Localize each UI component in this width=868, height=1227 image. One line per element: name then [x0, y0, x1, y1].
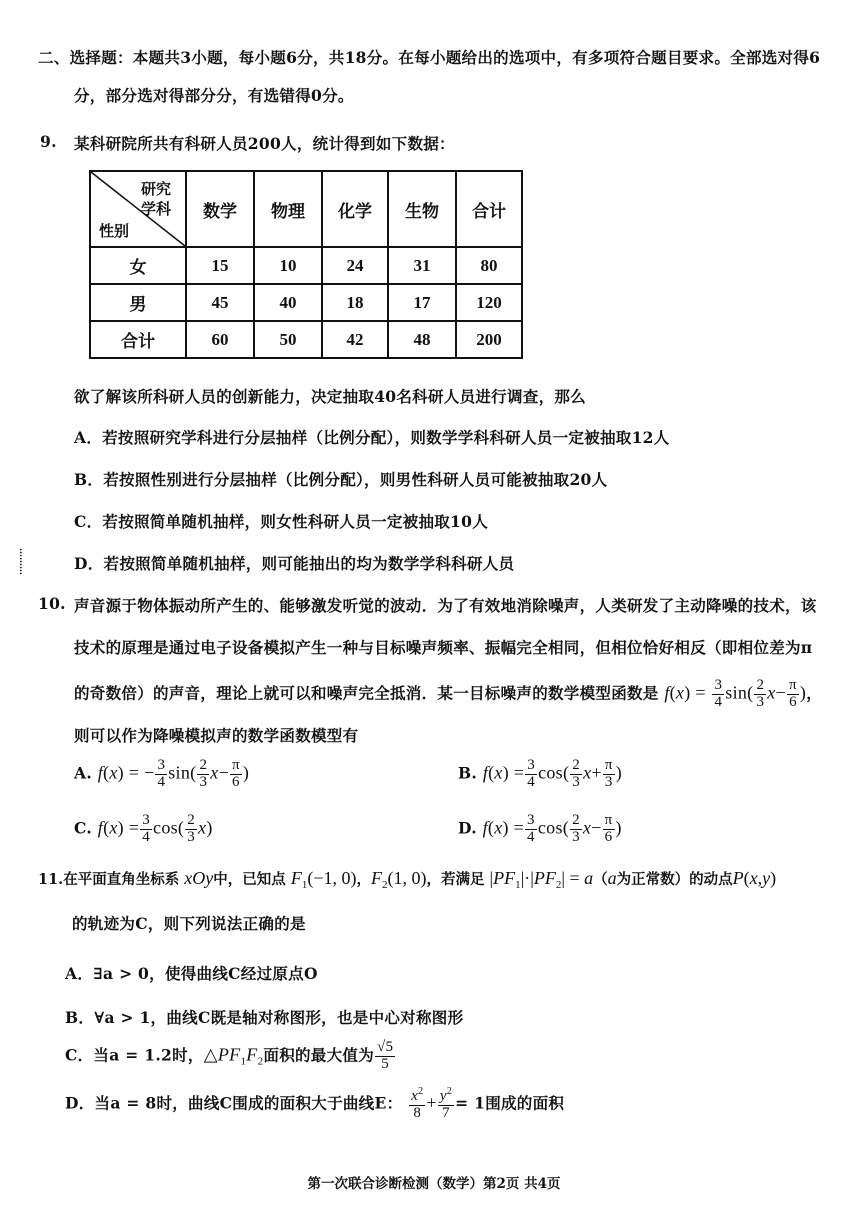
q10-option-a: A. f(x) = − $\frac{3}{4}$ sin( $\frac{2}{3}$ x− $\frac{\pi}{6}$ ): [74, 757, 250, 790]
q11-text: 在平面直角坐标系: [63, 871, 180, 888]
q9-option-b: B．若按照性别进行分层抽样（比例分配），则男性科研人员可能被抽取20人: [74, 470, 608, 489]
table-cell: 42: [322, 321, 388, 358]
fraction: $\frac{3}{4}$: [714, 677, 723, 710]
header-cell: 化学: [322, 171, 388, 247]
page-footer: 第一次联合诊断检测（数学）第2页 共4页: [307, 1176, 561, 1192]
option-label: A.: [74, 763, 93, 783]
q11-number: 11.: [38, 871, 64, 888]
row-label: 合计: [90, 321, 186, 358]
q11-option-a: A．∃a > 0，使得曲线C经过原点O: [65, 964, 318, 983]
q9-number: 9.: [40, 132, 57, 151]
table-cell: 120: [456, 284, 522, 321]
q9-option-a: A．若按照研究学科进行分层抽样（比例分配），则数学学科科研人员一定被抽取12人: [74, 428, 670, 447]
q10-option-b: B. f(x) = $\frac{3}{4}$ cos( $\frac{2}{3}$ x+ $\frac{\pi}{3}$ ): [458, 757, 623, 790]
section-heading-line1: 二、选择题：本题共3小题，每小题6分，共18分。在每小题给出的选项中，有多项符合题目要求。全部选对得6: [38, 48, 821, 67]
corner-label-bottom: 性别: [99, 222, 130, 240]
q11-line2: 的轨迹为C，则下列说法正确的是: [72, 914, 306, 933]
option-text: C．当a = 1.2时，: [65, 1045, 204, 1065]
corner-label-mid: 学科: [141, 200, 172, 218]
q11-option-d: D．当a = 8时，曲线C围成的面积大于曲线E： $\frac{x^2}{8}$ + $\frac{y^2}{7}$ = 1围成的面积: [65, 1086, 565, 1121]
option-label: C.: [74, 818, 93, 838]
table-cell: 45: [186, 284, 254, 321]
q10-line2: 技术的原理是通过电子设备模拟产生一种与目标噪声频率、振幅完全相同，但相位恰好相反（即相位差为π: [74, 638, 813, 657]
section-heading-line2: 分，部分选对得部分分，有选错得0分。: [74, 86, 354, 105]
table-cell: 200: [456, 321, 522, 358]
q11-line1: 11.在平面直角坐标系 xOy中，已知点 $F_1(-1$, 0)，$F_2(1$, 0)，若满足 $|PF_1|\cdot|PF_2| = a(a$为正常数）的动点P(x,y): [38, 868, 777, 891]
table-cell: 48: [388, 321, 456, 358]
q11-text: 中，已知点: [213, 871, 286, 888]
option-text: 面积的最大值为: [263, 1045, 375, 1065]
table-cell: 15: [186, 247, 254, 284]
header-cell: 合计: [456, 171, 522, 247]
q10-target-function: f: [664, 682, 670, 703]
table-row: [90, 247, 522, 284]
q10-number: 10.: [38, 594, 66, 613]
q10-line3: 的奇数倍）的声音，理论上就可以和噪声完全抵消．某一目标噪声的数学模型函数是 f(x) = $\frac{3}{4}$ sin( $\frac{2}{3}$ x− $\frac{\pi}{6}$ )，: [74, 677, 823, 710]
row-label: 女: [90, 247, 186, 284]
q10-option-d: D. f(x) = $\frac{3}{4}$ cos( $\frac{2}{3}$ x− $\frac{\pi}{6}$ ): [458, 812, 622, 845]
table-cell: 60: [186, 321, 254, 358]
q10-line3-text: 的奇数倍）的声音，理论上就可以和噪声完全抵消．某一目标噪声的数学模型函数是: [74, 683, 659, 703]
margin-mark: ………: [17, 548, 27, 575]
option-label: B.: [458, 763, 478, 783]
q10-line4: 则可以作为降噪模拟声的数学函数模型有: [74, 726, 359, 745]
row-label: 男: [90, 284, 186, 321]
q11-option-c: C．当a = 1.2时，$\triangle PF_1F_2$面积的最大值为 $\frac{√5}{5}$: [65, 1039, 394, 1072]
header-cell: 生物: [388, 171, 456, 247]
header-cell: 物理: [254, 171, 322, 247]
table-row: [90, 284, 522, 321]
option-text: D．当a = 8时，曲线C围成的面积大于曲线E：: [65, 1093, 403, 1113]
table-cell: 31: [388, 247, 456, 284]
q10-line1: 声音源于物体振动所产生的、能够激发听觉的波动．为了有效地消除噪声，人类研发了主动降噪的技术，该: [74, 596, 817, 615]
header-cell: 数学: [186, 171, 254, 247]
q9-data-table: [89, 170, 523, 359]
q9-question: 欲了解该所科研人员的创新能力，决定抽取40名科研人员进行调查，那么: [74, 387, 586, 406]
table-cell: 10: [254, 247, 322, 284]
table-corner-cell: [90, 171, 186, 247]
table-row: [90, 321, 522, 358]
q11-text: ，若满足: [426, 871, 485, 888]
corner-label-top: 研究: [141, 180, 172, 198]
table-cell: 50: [254, 321, 322, 358]
q11-option-b: B．∀a > 1，曲线C既是轴对称图形，也是中心对称图形: [65, 1008, 464, 1027]
table-cell: 17: [388, 284, 456, 321]
q10-option-c: C. f(x) = $\frac{3}{4}$ cos( $\frac{2}{3}$ x): [74, 812, 213, 845]
table-cell: 40: [254, 284, 322, 321]
option-text: = 1围成的面积: [455, 1093, 565, 1113]
table-cell: 18: [322, 284, 388, 321]
q9-option-c: C．若按照简单随机抽样，则女性科研人员一定被抽取10人: [74, 512, 489, 531]
option-label: D.: [458, 818, 477, 838]
table-cell: 24: [322, 247, 388, 284]
table-cell: 80: [456, 247, 522, 284]
q11-text: 为正常数）的动点: [616, 871, 733, 888]
q9-stem: 某科研院所共有科研人员200人，统计得到如下数据：: [74, 134, 455, 153]
q9-option-d: D．若按照简单随机抽样，则可能抽出的均为数学学科科研人员: [74, 554, 515, 573]
